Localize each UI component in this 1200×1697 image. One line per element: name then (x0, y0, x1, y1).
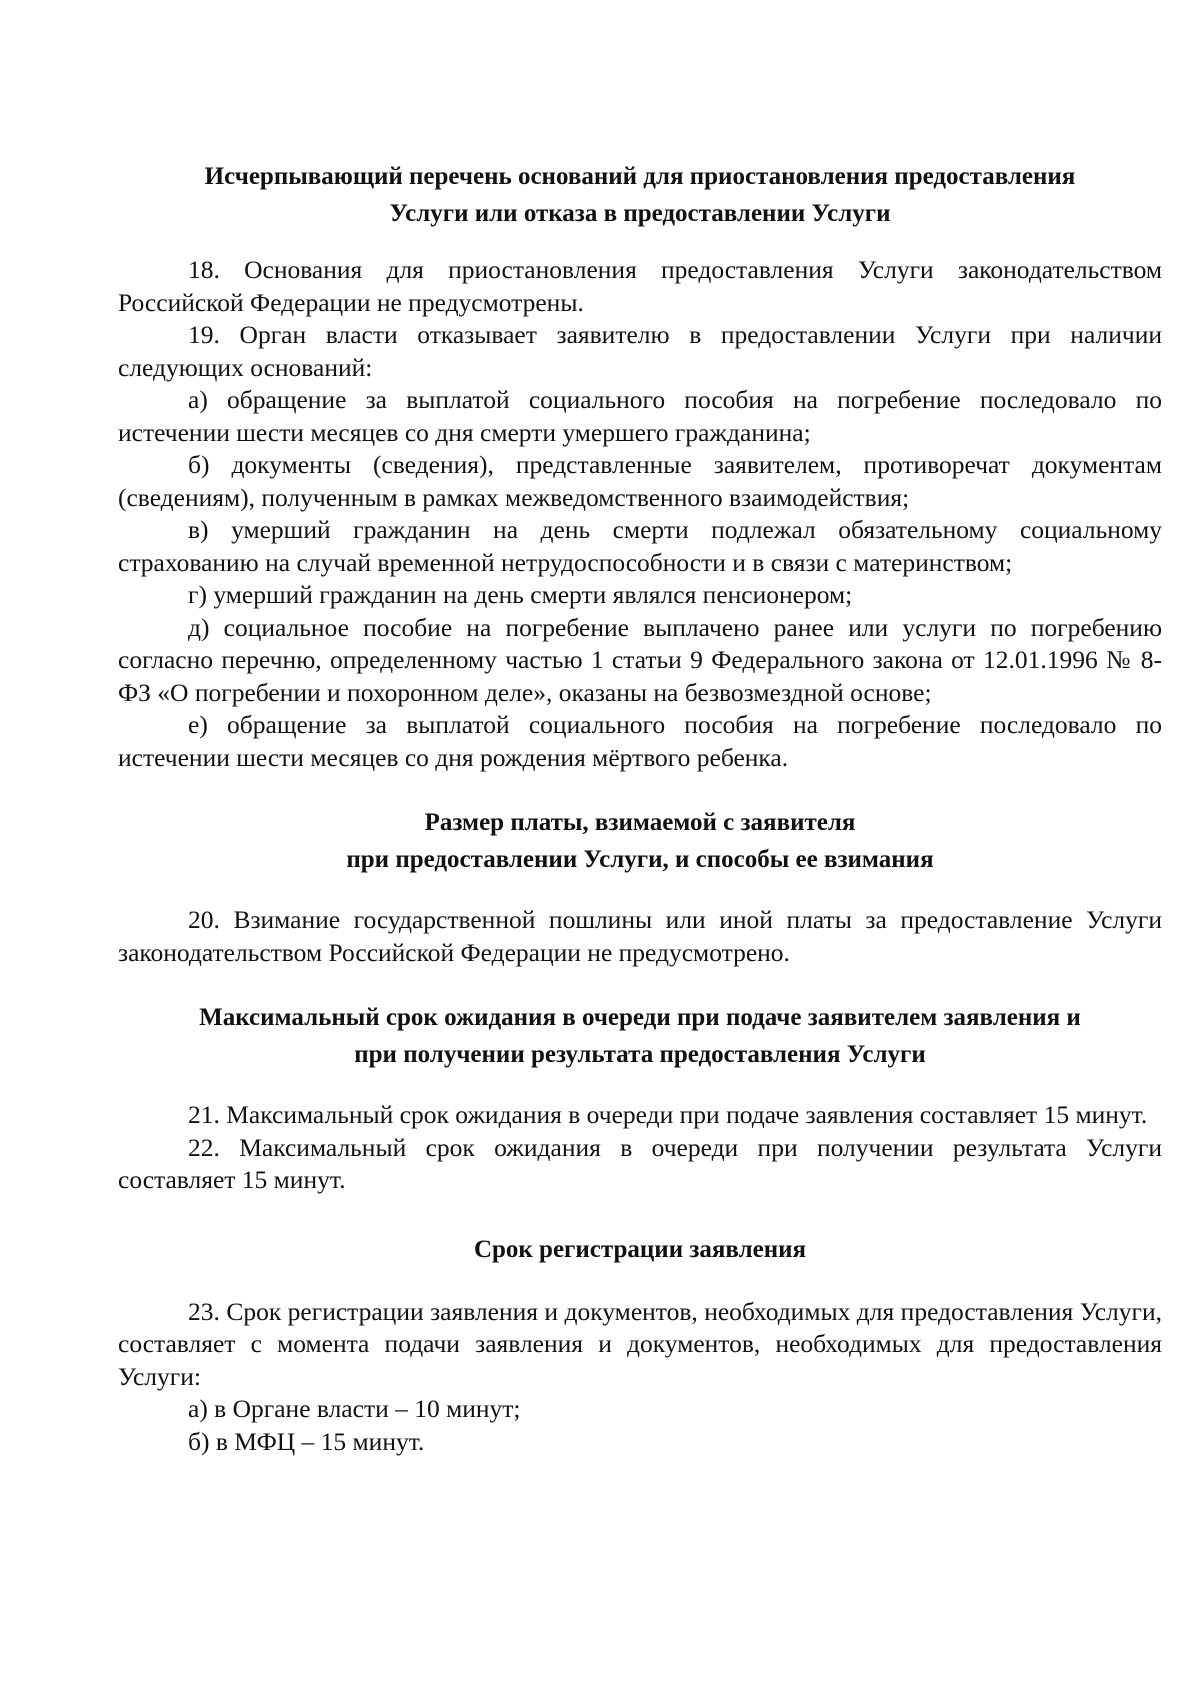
heading-line: при предоставлении Услуги, и способы ее взимания (346, 846, 934, 873)
list-item-a: а) в Органе власти – 10 минут; (188, 1394, 521, 1423)
heading-line: Размер платы, взимаемой с заявителя (424, 809, 856, 836)
section-body (118, 254, 1162, 774)
list-item-v: в) умерший гражданин на день смерти подлежал обязательному социальному страхованию на случай временной нетрудоспособности и в связи с материнством; (118, 515, 1162, 577)
section-heading-queue-time (118, 999, 1162, 1073)
section-body (118, 1099, 1162, 1197)
heading-line: Срок регистрации заявления (473, 1235, 807, 1263)
list-item-b: б) документы (сведения), представленные заявителем, противоречат документам (сведениям), полученным в рамках межведомственного взаимодействия; (118, 450, 1162, 512)
document-body (118, 158, 1162, 1458)
list-item-e: е) обращение за выплатой социального пособия на погребение последовало по истечении шести месяцев со дня рождения мёртвого ребенка. (118, 710, 1162, 772)
paragraph-18: 18. Основания для приостановления предоставления Услуги законодательством Российской Федерации не предусмотрены. (118, 255, 1162, 317)
paragraph-19: 19. Орган власти отказывает заявителю в предоставлении Услуги при наличии следующих оснований: (118, 320, 1162, 382)
list-item-d: д) социальное пособие на погребение выплачено ранее или услуги по погребению согласно перечню, определенному частью 1 статьи 9 Федерального закона от 12.01.1996 № 8-ФЗ «О погребении и похоронном деле», оказаны на безвозмездной основе; (118, 612, 1162, 707)
paragraph-22: 22. Максимальный срок ожидания в очереди при получении результата Услуги составляет 15 минут. (118, 1132, 1162, 1194)
list-item-g: г) умерший гражданин на день смерти являлся пенсионером; (188, 580, 853, 609)
heading-line: Максимальный срок ожидания в очереди при подаче заявителем заявления и (199, 1004, 1081, 1031)
heading-line: Исчерпывающий перечень оснований для приостановления предоставления (204, 163, 1076, 190)
section-heading-fee (118, 804, 1162, 878)
heading-line: Услуги или отказа в предоставлении Услуги (389, 200, 891, 227)
paragraph-20: 20. Взимание государственной пошлины или иной платы за предоставление Услуги законодательством Российской Федерации не предусмотрено. (118, 905, 1162, 967)
section-body (118, 904, 1162, 969)
list-item-a: а) обращение за выплатой социального пособия на погребение последовало по истечении шести месяцев со дня смерти умершего гражданина; (118, 385, 1162, 447)
section-heading-registration-time (118, 1231, 1162, 1268)
paragraph-21: 21. Максимальный срок ожидания в очереди при подаче заявления составляет 15 минут. (188, 1100, 1148, 1129)
section-heading-suspension-refusal-grounds (118, 158, 1162, 232)
paragraph-23: 23. Срок регистрации заявления и документов, необходимых для предоставления Услуги, составляет с момента подачи заявления и документов, необходимых для предоставления Услуги: (118, 1296, 1162, 1391)
list-item-b: б) в МФЦ – 15 минут. (188, 1426, 425, 1456)
heading-line: при получении результата предоставления Услуги (354, 1041, 926, 1068)
section-body (118, 1296, 1162, 1459)
